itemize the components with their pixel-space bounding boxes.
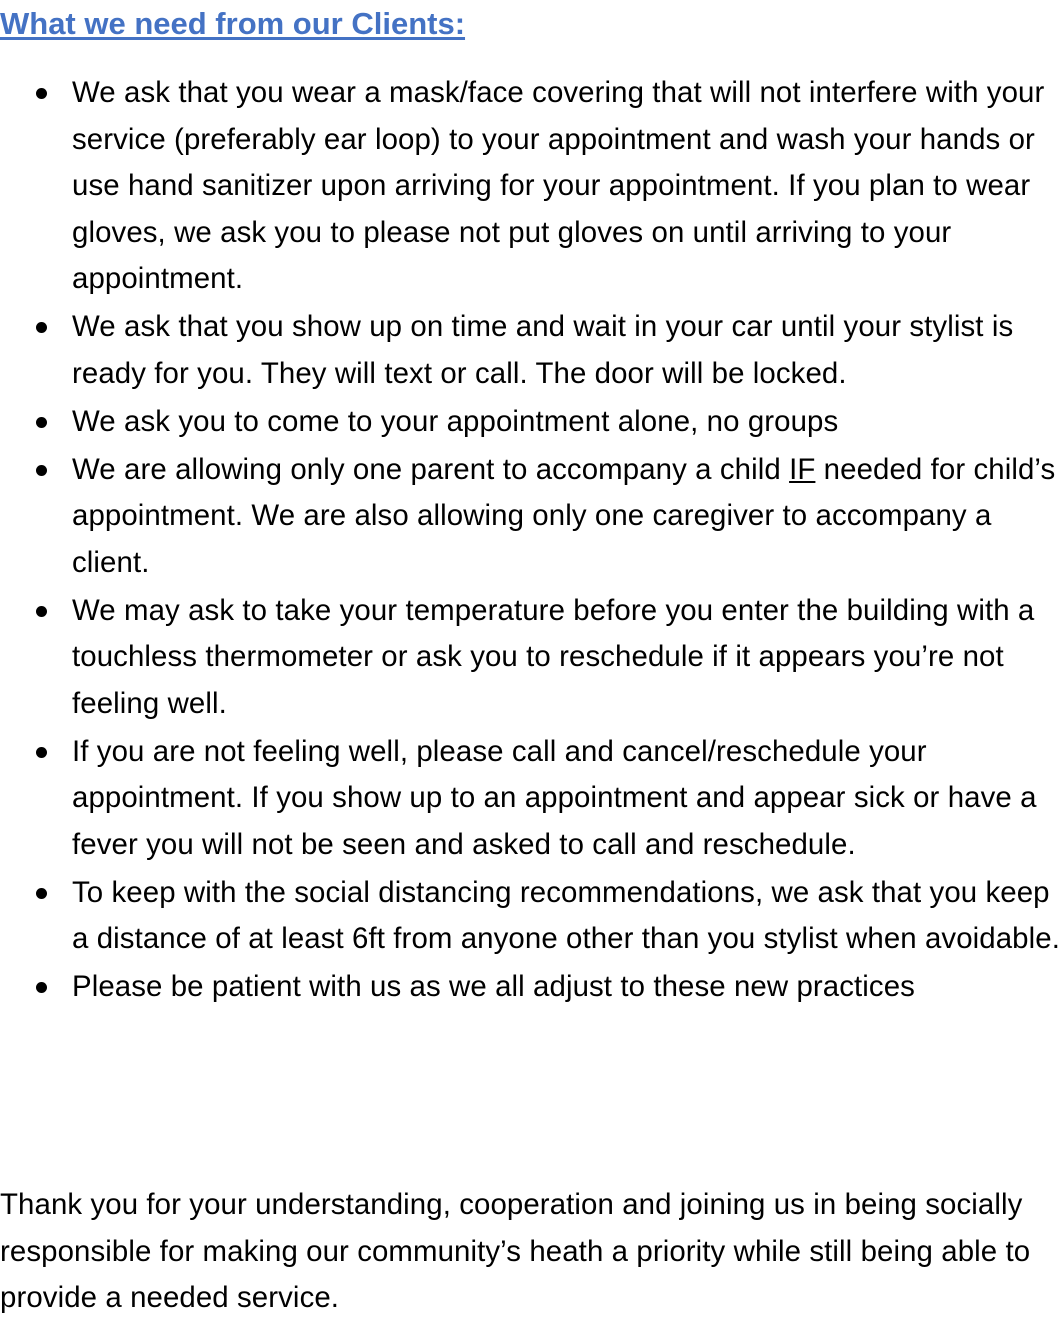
section-heading: What we need from our Clients: [0,6,466,41]
list-item-text: We ask that you show up on time and wait in your car until your stylist is ready for you. They will text or call. The door will be locked. [72,310,1014,390]
list-item-text: If you are not feeling well, please call and cancel/reschedule your appointment. If you show up to an appointment and appear sick or have a fever you will not be seen and asked to call and reschedule. [72,734,1037,861]
closing-paragraph: Thank you for your understanding, cooperation and joining us in being socially responsible for making our community’s heath a priority while still being able to provide a needed service. [0,1188,1031,1314]
bullet-icon [36,888,47,899]
list-item-text: We ask that you wear a mask/face covering that will not interfere with your service (preferably ear loop) to your appointment and wash your hands or use hand sanitizer upon arriving for your appointment. If you plan to wear gloves, we ask you to please not put gloves on until arriving to your appointment. [72,76,1045,295]
bullet-icon [36,322,47,333]
emphasis-text: IF [789,452,816,486]
requirements-list [0,70,1063,1012]
list-item-text: We ask you to come to your appointment alone, no groups [72,404,839,438]
list-item [0,447,1063,587]
list-item-text: We may ask to take your temperature before you enter the building with a touchless thermometer or ask you to reschedule if it appears you’re not feeling well. [72,593,1035,720]
list-item-text-part: We are allowing only one parent to accompany a child [72,452,790,486]
list-item [0,870,1063,963]
bullet-icon [36,982,47,993]
bullet-icon [36,465,47,476]
bullet-icon [36,747,47,758]
list-item [0,304,1063,397]
bullet-icon [36,606,47,617]
bullet-icon [36,88,47,99]
list-item-text [72,453,1055,579]
list-item [0,70,1063,303]
list-item-text-part: needed for child’s appointment. We are also allowing only one caregiver to accompany a client. [72,452,1056,579]
list-item [0,588,1063,728]
bullet-icon [36,417,47,428]
list-item [0,729,1063,869]
list-item [0,399,1063,446]
list-item [0,964,1063,1011]
list-item-text: To keep with the social distancing recommendations, we ask that you keep a distance of at least 6ft from anyone other than you stylist when avoidable. [72,875,1060,955]
list-item-text: Please be patient with us as we all adjust to these new practices [72,970,915,1003]
